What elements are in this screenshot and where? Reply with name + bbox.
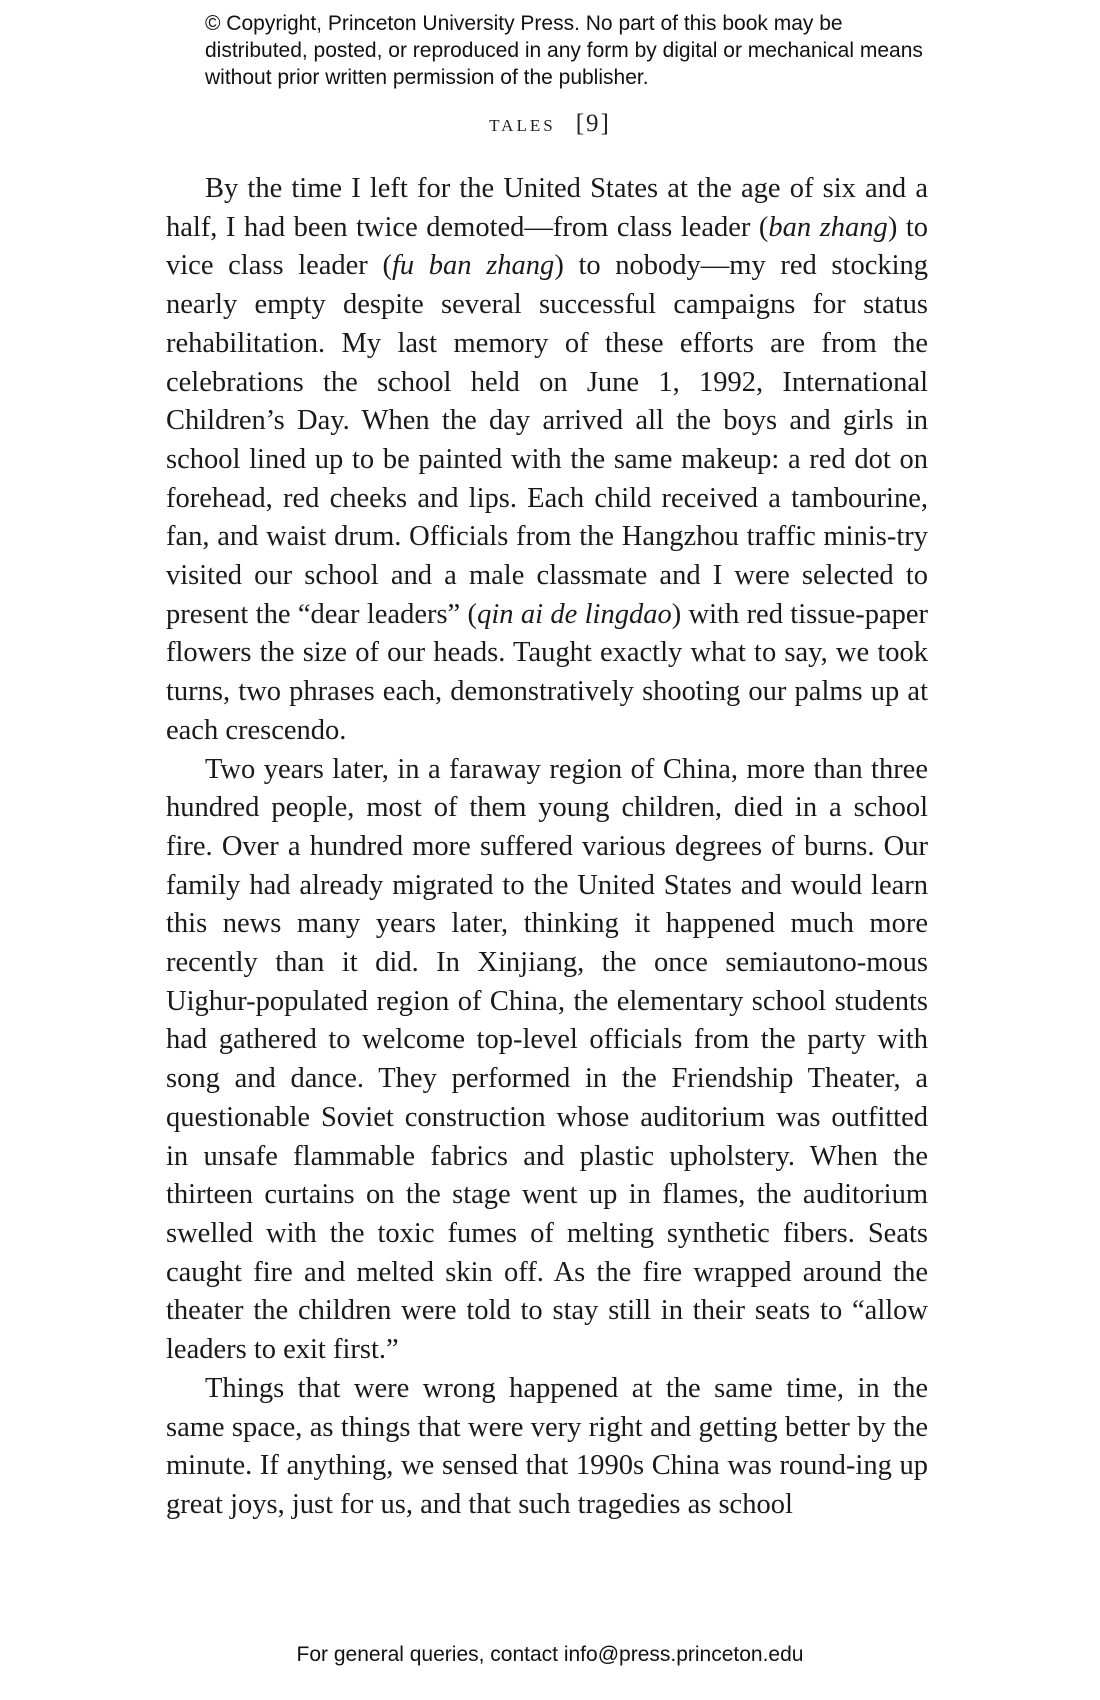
paragraph-1-text-d: ) with red tissue-paper flowers the size of our heads. Taught exactly what to say, we took turns, two phrases each, demonstratively shooting our palms up at each crescendo. <box>166 598 929 746</box>
copyright-notice: © Copyright, Princeton University Press. No part of this book may be distributed, posted, or reproduced in any form by digital or mechanical means without prior written permission of the publisher. <box>205 12 923 89</box>
paragraph-1-text-a: By the time I left for the United States at the age of six and a half, I had been twice demoted—from class leader ( <box>166 173 928 243</box>
running-head-section: TALES <box>489 116 556 135</box>
paragraph-3: Things that were wrong happened at the same time, in the same space, as things that were very right and getting better by the minute. If anything, we sensed that 1990s China was round-ing up great joys, just for us, and that such tragedies as school <box>166 1372 928 1520</box>
page-number: [9] <box>575 110 611 137</box>
running-head <box>0 110 1100 138</box>
italic-term-qin-ai-de-lingdao: qin ai de lingdao <box>477 598 672 630</box>
paragraph-1 <box>166 170 928 751</box>
body-text <box>166 170 928 1525</box>
paragraph-1-text-c: ) to nobody—my red stocking nearly empty despite several successful campaigns for status rehabilitation. My last memory of these efforts are from the celebrations the school held on June 1, 1992, International Children’s Day. When the day arrived all the boys and girls in school lined up to be painted with the same makeup: a red dot on forehead, red cheeks and lips. Each child received a tambourine, fan, and waist drum. Officials from the Hangzhou traffic minis-try visited our school and a male classmate and I were selected to present the “dear leaders” ( <box>166 250 929 630</box>
italic-term-ban-zhang: ban zhang <box>768 211 888 243</box>
paragraph-2: Two years later, in a faraway region of China, more than three hundred people, most of them young children, died in a school fire. Over a hundred more suffered various degrees of burns. Our family had already migrated to the United States and would learn this news many years later, thinking it happened much more recently than it did. In Xinjiang, the once semiautono-mous Uighur-populated region of China, the elementary school students had gathered to welcome top-level officials from the party with song and dance. They performed in the Friendship Theater, a questionable Soviet construction whose auditorium was outfitted in unsafe flammable fabrics and plastic upholstery. When the thirteen curtains on the stage went up in flames, the auditorium swelled with the toxic fumes of melting synthetic fibers. Seats caught fire and melted skin off. As the fire wrapped around the theater the children were told to stay still in their seats to “allow leaders to exit first.” <box>166 753 928 1366</box>
italic-term-fu-ban-zhang: fu ban zhang <box>391 250 555 282</box>
paragraph-1-text-b: ) to vice class leader ( <box>166 211 929 282</box>
footer-contact: For general queries, contact info@press.princeton.edu <box>296 1643 804 1666</box>
